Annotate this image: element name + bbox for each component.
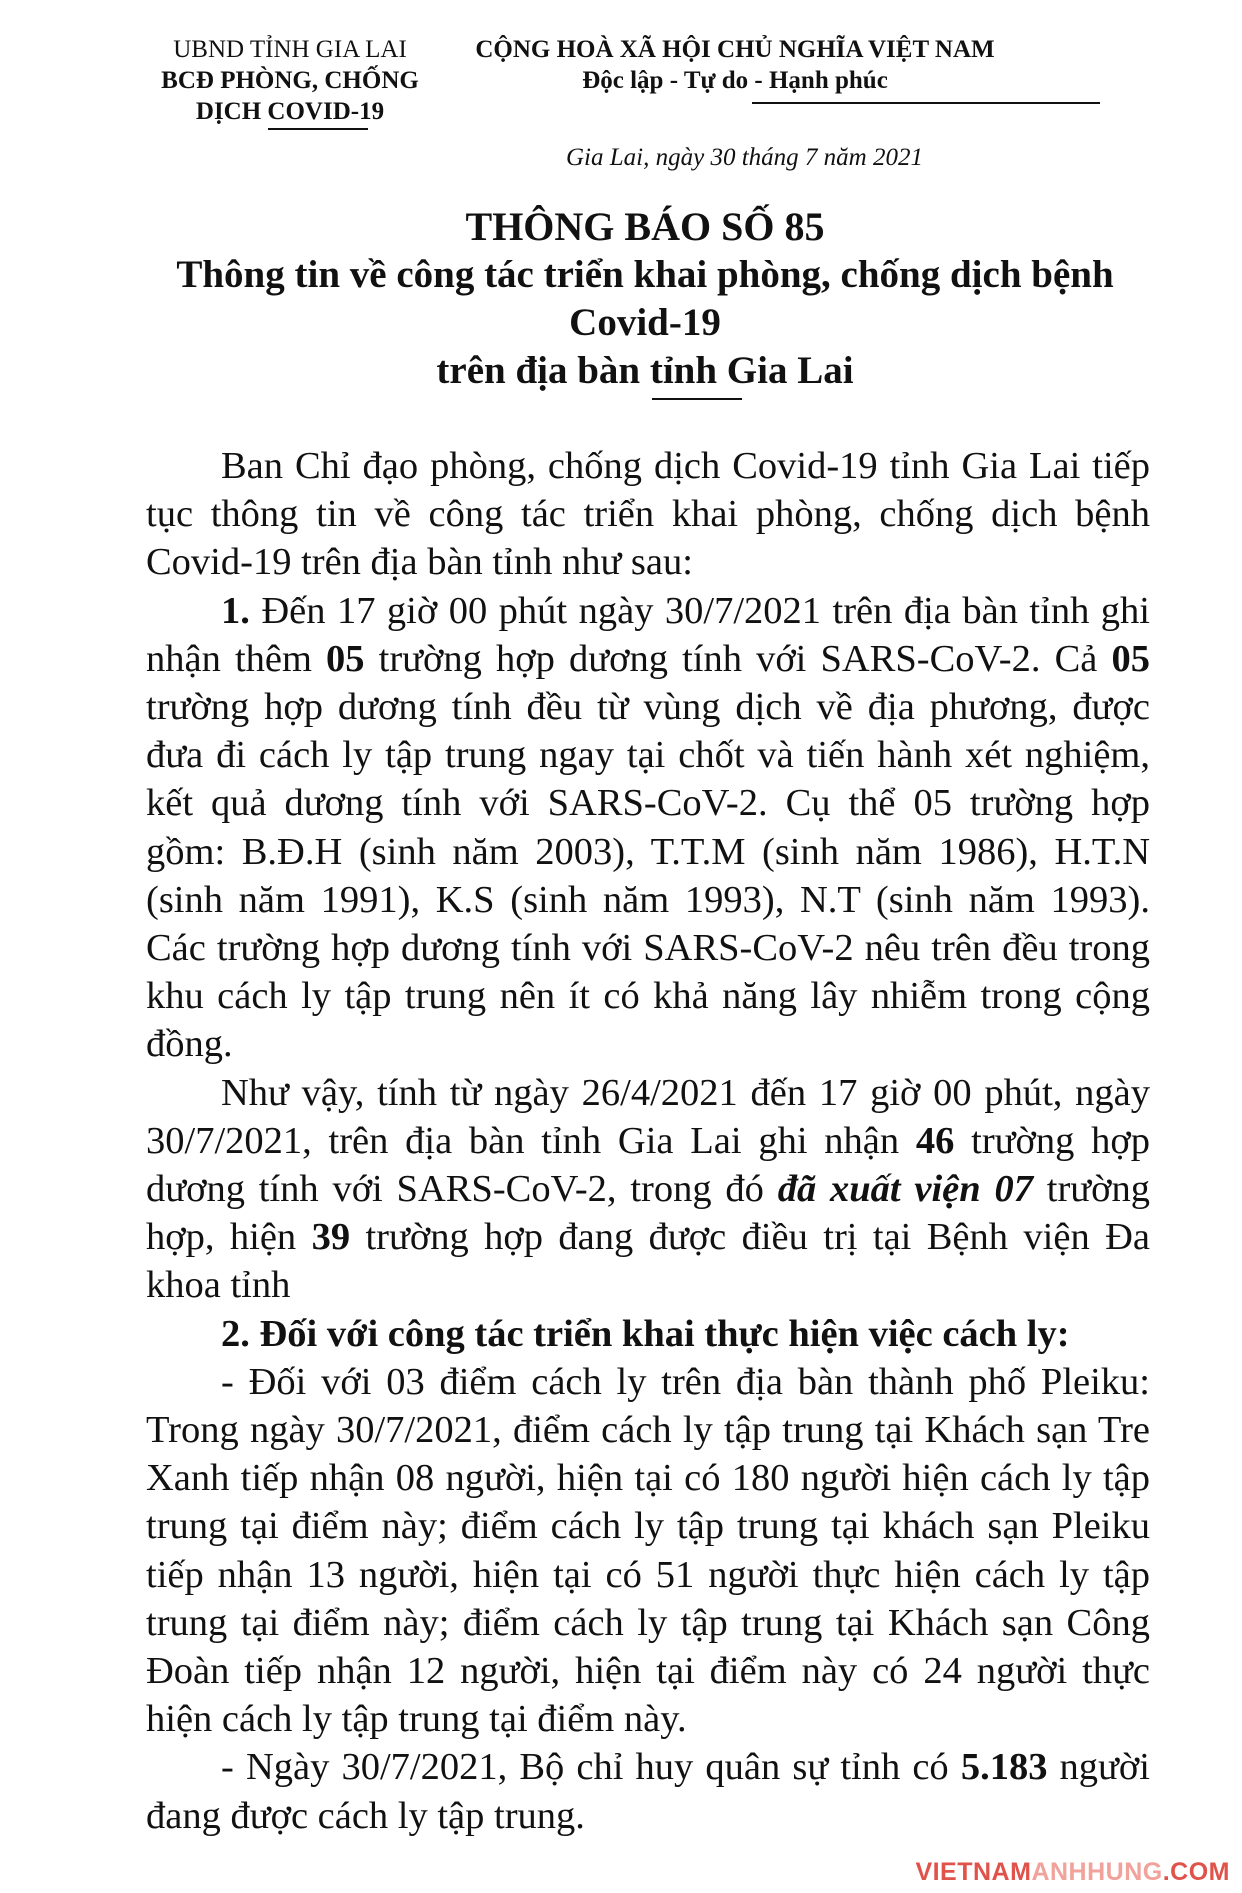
national-name: CỘNG HOÀ XÃ HỘI CHỦ NGHĨA VIỆT NAM bbox=[475, 36, 995, 63]
national-motto: Độc lập - Tự do - Hạnh phúc bbox=[582, 67, 888, 94]
national-title bbox=[455, 34, 1015, 96]
military-quarantine-count: 5.183 bbox=[960, 1746, 1048, 1789]
s1-text-e: trường hợp dương tính đều từ vùng dịch về địa phương, được đưa đi cách ly tập trung ngay tại chốt và tiến hành xét nghiệm, kết quả dương tính với SARS-CoV-2. Cụ thể 05 trường hợp gồm: B.Đ.H (sinh năm 2003), T.T.M (sinh năm 1986), H.T.N (sinh năm 1991), K.S (sinh năm 1993), N.T (sinh năm 1993). Các trường hợp dương tính với SARS-CoV-2 nêu trên đều trong khu cách ly tập trung nên ít có khả năng lây nhiễm trong cộng đồng. bbox=[146, 686, 1150, 1066]
notice-subtitle-3: trên địa bàn tỉnh Gia Lai bbox=[436, 349, 854, 392]
s1-new-cases: 05 bbox=[326, 637, 365, 680]
s2p2-text-a: - Ngày 30/7/2021, Bộ chỉ huy quân sự tỉnh có bbox=[221, 1746, 961, 1789]
s1-text-a: Đến 17 giờ 00 phút ngày 30/7/2021 trên địa bàn tỉnh ghi nhận thêm bbox=[146, 589, 1150, 680]
section-1-paragraph bbox=[146, 587, 1150, 1069]
s1-text-c: trường hợp dương tính với SARS-CoV-2. Cả bbox=[364, 637, 1112, 680]
notice-body bbox=[146, 442, 1150, 1840]
notice-subtitle-1: Thông tin về công tác triển khai phòng, chống dịch bệnh bbox=[176, 253, 1114, 296]
section-1-label: 1. bbox=[221, 589, 250, 632]
section-2-heading: 2. Đối với công tác triển khai thực hiện việc cách ly: bbox=[221, 1312, 1070, 1355]
s1-all-cases: 05 bbox=[1111, 637, 1150, 680]
watermark-part-1: VIETNAM bbox=[915, 1858, 1032, 1886]
watermark-part-2: ANHHUNG bbox=[1031, 1858, 1163, 1886]
watermark bbox=[915, 1858, 1230, 1887]
section-2-paragraph-1: - Đối với 03 điểm cách ly trên địa bàn thành phố Pleiku: Trong ngày 30/7/2021, điểm cách ly tập trung tại Khách sạn Tre Xanh tiếp nhận 08 người, hiện tại có 180 người hiện cách ly tập trung tại điểm này; điểm cách ly tập trung tại khách sạn Pleiku tiếp nhận 13 người, hiện tại có 51 người thực hiện cách ly tập trung tại điểm này; điểm cách ly tập trung tại Khách sạn Công Đoàn tiếp nhận 12 người, hiện tại điểm này có 24 người thực hiện cách ly tập trung tại điểm này. bbox=[146, 1360, 1150, 1741]
discharged-cases: đã xuất viện 07 bbox=[777, 1168, 1033, 1211]
p3-text-g: trường hợp đang được điều trị tại Bệnh viện Đa khoa tỉnh bbox=[146, 1216, 1150, 1307]
issue-date: Gia Lai, ngày 30 tháng 7 năm 2021 bbox=[566, 144, 923, 171]
agency-line-1: UBND TỈNH GIA LAI bbox=[173, 36, 407, 63]
notice-subtitle-2: Covid-19 bbox=[569, 301, 721, 344]
p3-text-a: Như vậy, tính từ ngày 26/4/2021 đến 17 giờ 00 phút, ngày 30/7/2021, trên địa bàn tỉnh Gia Lai ghi nhận bbox=[146, 1071, 1150, 1162]
agency-line-3: DỊCH COVID-19 bbox=[195, 98, 385, 125]
section-2-paragraph-2 bbox=[146, 1743, 1150, 1839]
total-cases: 46 bbox=[915, 1119, 955, 1162]
agency-underline bbox=[268, 128, 368, 130]
watermark-part-3: .COM bbox=[1162, 1858, 1230, 1886]
document-title bbox=[140, 203, 1150, 395]
treated-cases: 39 bbox=[311, 1216, 351, 1259]
p3-text-c: trường hợp dương tính với SARS-CoV-2, trong đó bbox=[146, 1119, 1150, 1211]
s2p2-text-c: người đang được cách ly tập trung. bbox=[146, 1746, 1150, 1837]
summary-paragraph bbox=[146, 1069, 1150, 1310]
agency-name bbox=[150, 34, 430, 127]
motto-underline bbox=[752, 102, 1100, 104]
intro-paragraph: Ban Chỉ đạo phòng, chống dịch Covid-19 tỉnh Gia Lai tiếp tục thông tin về công tác triển khai phòng, chống dịch bệnh Covid-19 trên địa bàn tỉnh như sau: bbox=[146, 445, 1150, 584]
title-underline bbox=[652, 398, 742, 400]
notice-number: THÔNG BÁO SỐ 85 bbox=[465, 204, 825, 249]
agency-line-2: BCĐ PHÒNG, CHỐNG bbox=[161, 67, 419, 94]
p3-text-e: trường hợp, hiện bbox=[146, 1168, 1150, 1259]
